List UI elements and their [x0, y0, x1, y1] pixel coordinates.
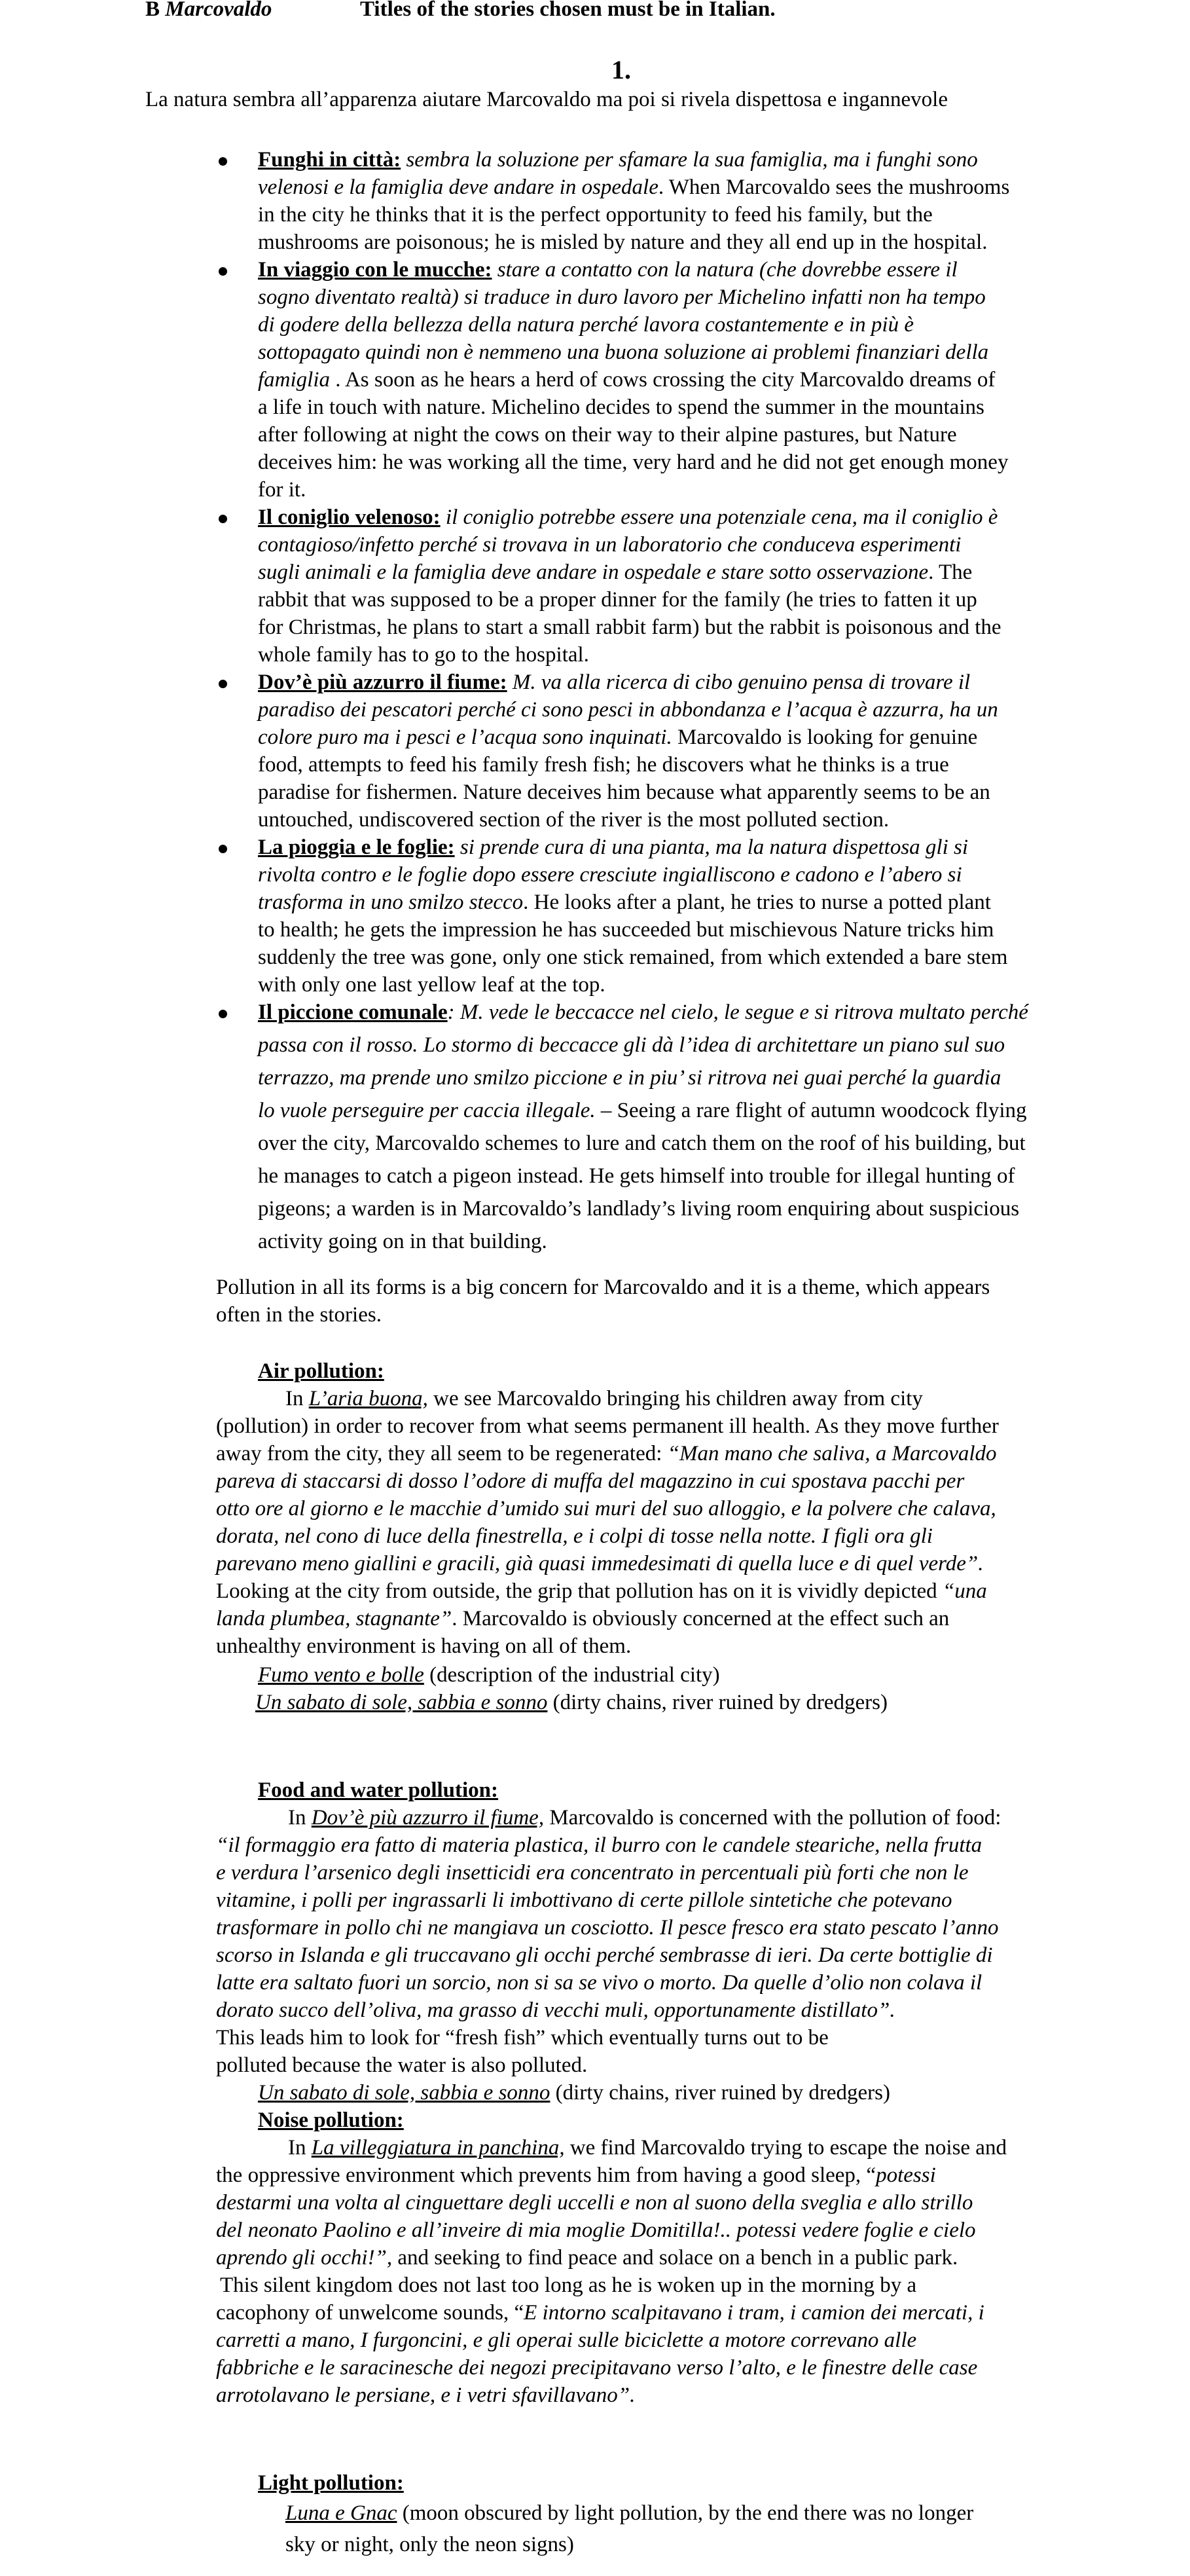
food-line4: vitamine, i polli per ingrassarli li imbottivano di certe pillole sintetiche che potevano — [216, 1888, 952, 1912]
bullet-mucche-line8: deceives him: he was working all the time, very hard and he did not get enough money — [258, 451, 1009, 474]
bullet-piccione-line7: pigeons; a warden is in Marcovaldo’s landlady’s living room enquiring about suspicious — [258, 1197, 1020, 1221]
food-line3: e verdura l’arsenico degli insetticidi era concentrato in percentuali più forti che non le — [216, 1861, 969, 1885]
food-line10: polluted because the water is also polluted. — [216, 2053, 588, 2077]
bullet-pioggia-line4: to health; he gets the impression he has succeeded but mischievous Nature tricks him — [258, 918, 994, 942]
bullet-piccione-line4: lo vuole perseguire per caccia illegale. – Seeing a rare flight of autumn woodcock flying — [258, 1099, 1027, 1122]
pollution-intro-line2: often in the stories. — [216, 1303, 382, 1327]
bullet-dot — [219, 157, 227, 166]
bullet-fiume-line2: paradiso dei pescatori perché ci sono pesci in abbondanza e l’acqua è azzurra, ha un — [258, 698, 998, 722]
bullet-fiume-line1: Dov’è più azzurro il fiume: M. va alla ricerca di cibo genuino pensa di trovare il — [258, 671, 971, 694]
bullet-mucche-line7: after following at night the cows on their way to their alpine pastures, but Nature — [258, 423, 957, 447]
bullet-coniglio-line1: Il coniglio velenoso: il coniglio potrebbe essere una potenziale cena, ma il coniglio è — [258, 506, 998, 529]
noise-line7: cacophony of unwelcome sounds, “E intorno scalpitavano i tram, i camion dei mercati, i — [216, 2301, 984, 2325]
air-line10: unhealthy environment is having on all of them. — [216, 1634, 632, 1658]
noise-pollution-heading: Noise pollution: — [258, 2108, 404, 2132]
food-line6: scorso in Islanda e gli truccavano gli occhi perché sembrasse di ieri. Da certe bottiglie di — [216, 1943, 993, 1967]
light-pollution-heading: Light pollution: — [258, 2471, 404, 2495]
bullet-coniglio-line5: for Christmas, he plans to start a small rabbit farm) but the rabbit is poisonous and the — [258, 616, 1001, 639]
bullet-piccione-line5: over the city, Marcovaldo schemes to lure and catch them on the roof of his building, but — [258, 1132, 1026, 1155]
bullet-funghi-line3: in the city he thinks that it is the perfect opportunity to feed his family, but the — [258, 203, 933, 227]
bullet-dot — [219, 845, 227, 853]
air-ref2: Un sabato di sole, sabbia e sonno (dirty chains, river ruined by dredgers) — [255, 1691, 888, 1714]
header-book-title: Marcovaldo — [165, 0, 272, 21]
pollution-intro-line1: Pollution in all its forms is a big concern for Marcovaldo and it is a theme, which appears — [216, 1276, 990, 1299]
bullet-pioggia-line3: trasforma in uno smilzo stecco. He looks after a plant, he tries to nurse a potted plant — [258, 891, 991, 914]
story-title: Un sabato di sole, sabbia e sonno — [255, 1691, 548, 1714]
food-pollution-heading: Food and water pollution: — [258, 1778, 499, 1802]
noise-line8: carretti a mano, I furgoncini, e gli operai sulle biciclette a motore correvano alle — [216, 2328, 917, 2352]
air-pollution-heading: Air pollution: — [258, 1359, 384, 1383]
bullet-mucche-line6: a life in touch with nature. Michelino decides to spend the summer in the mountains — [258, 396, 984, 419]
food-line7: latte era saltato fuori un sorcio, non si sa se vivo o morto. Da quelle d’olio non colava il — [216, 1971, 983, 1995]
bullet-coniglio-line4: rabbit that was supposed to be a proper dinner for the family (he tries to fatten it up — [258, 588, 977, 612]
air-line9: landa plumbea, stagnante”. Marcovaldo is obviously concerned at the effect such an — [216, 1607, 950, 1630]
bullet-mucche-line2: sogno diventato realtà) si traduce in duro lavoro per Michelino infatti non ha tempo — [258, 285, 986, 309]
bullet-coniglio-line6: whole family has to go to the hospital. — [258, 643, 589, 667]
story-title: Luna e Gnac — [285, 2501, 397, 2525]
light-ref-line1: Luna e Gnac (moon obscured by light pollution, by the end there was no longer — [285, 2501, 974, 2525]
story-title: Un sabato di sole, sabbia e sonno — [258, 2081, 550, 2105]
air-ref1: Fumo vento e bolle (description of the industrial city) — [258, 1663, 720, 1687]
food-line1: In Dov’è più azzurro il fiume, Marcovaldo is concerned with the pollution of food: — [288, 1806, 1001, 1830]
bullet-title: Il piccione comunale — [258, 1001, 448, 1024]
noise-line3: destarmi una volta al cinguettare degli uccelli e non al suono della sveglia e allo strillo — [216, 2191, 973, 2215]
bullet-coniglio-line2: contagioso/infetto perché si trovava in un laboratorio che conduceva esperimenti — [258, 533, 962, 557]
bullet-fiume-line6: untouched, undiscovered section of the river is the most polluted section. — [258, 808, 890, 832]
air-line8: Looking at the city from outside, the grip that pollution has on it is vividly depicted “una — [216, 1579, 987, 1603]
air-line1: In L’aria buona, we see Marcovaldo bringing his children away from city — [285, 1387, 923, 1410]
food-line9: This leads him to look for “fresh fish” which eventually turns out to be — [216, 2026, 829, 2050]
bullet-piccione-line8: activity going on in that building. — [258, 1230, 547, 1253]
bullet-mucche-line1: In viaggio con le mucche: stare a contatto con la natura (che dovrebbe essere il — [258, 258, 958, 282]
light-ref-line2: sky or night, only the neon signs) — [285, 2533, 574, 2556]
bullet-piccione-line3: terrazzo, ma prende uno smilzo piccione e in piu’ si ritrova nei guai perché la guardia — [258, 1066, 1001, 1090]
bullet-piccione-line2: passa con il rosso. Lo stormo di beccacce gli dà l’idea di architettare un piano sul suo — [258, 1033, 1005, 1057]
bullet-dot — [219, 267, 227, 276]
air-line3: away from the city, they all seem to be regenerated: “Man mano che saliva, a Marcovaldo — [216, 1442, 997, 1465]
air-line6: dorata, nel cono di luce della finestrella, e i colpi di tosse nella notte. I figli ora gli — [216, 1524, 933, 1548]
food-line5: trasformare in pollo chi ne mangiava un cosciotto. Il pesce fresco era stato pescato l’anno — [216, 1916, 999, 1940]
header-instruction: Titles of the stories chosen must be in Italian. — [360, 0, 776, 21]
bullet-title: Il coniglio velenoso: — [258, 506, 441, 529]
bullet-dot — [219, 680, 227, 688]
bullet-fiume-line4: food, attempts to feed his family fresh fish; he discovers what he thinks is a true — [258, 753, 949, 777]
bullet-pioggia-line1: La pioggia e le foglie: si prende cura di una pianta, ma la natura dispettosa gli si — [258, 836, 969, 859]
header — [145, 0, 272, 22]
bullet-pioggia-line2: rivolta contro e le foglie dopo essere cresciute ingialliscono e cadono e l’abero si — [258, 863, 962, 887]
bullet-mucche-line4: sottopagato quindi non è nemmeno una buona soluzione ai problemi finanziari della — [258, 340, 989, 364]
noise-line9: fabbriche e le saracinesche dei negozi precipitavano verso l’alto, e le finestre delle case — [216, 2356, 978, 2380]
bullet-coniglio-line3: sugli animali e la famiglia deve andare in ospedale e stare sotto osservazione. The — [258, 561, 973, 584]
bullet-funghi-line2: velenosi e la famiglia deve andare in ospedale. When Marcovaldo sees the mushrooms — [258, 175, 1010, 199]
bullet-pioggia-line6: with only one last yellow leaf at the top. — [258, 973, 605, 997]
bullet-mucche-line5: famiglia . As soon as he hears a herd of cows crossing the city Marcovaldo dreams of — [258, 368, 996, 392]
food-line8: dorato succo dell’oliva, ma grasso di vecchi muli, opportunamente distillato”. — [216, 1998, 895, 2022]
bullet-pioggia-line5: suddenly the tree was gone, only one stick remained, from which extended a bare stem — [258, 946, 1008, 969]
food-line2: “il formaggio era fatto di materia plastica, il burro con le candele steariche, nella frutta — [216, 1833, 983, 1857]
bullet-title: Dov’è più azzurro il fiume: — [258, 671, 507, 694]
air-line4: pareva di staccarsi di dosso l’odore di muffa del magazzino in cui spostava pacchi per — [216, 1469, 965, 1493]
bullet-piccione-line6: he manages to catch a pigeon instead. He gets himself into trouble for illegal hunting of — [258, 1164, 1015, 1188]
bullet-funghi-line4: mushrooms are poisonous; he is misled by nature and they all end up in the hospital. — [258, 230, 988, 254]
noise-line4: del neonato Paolino e all’inveire di mia moglie Domitilla!.. potessi vedere foglie e cielo — [216, 2218, 976, 2242]
bullet-dot — [219, 515, 227, 523]
noise-line5: aprendo gli occhi!”, and seeking to find peace and solace on a bench in a public park. — [216, 2246, 958, 2270]
section-number: 1. — [611, 55, 631, 84]
bullet-title: Funghi in città: — [258, 148, 401, 172]
section-theme: La natura sembra all’apparenza aiutare Marcovaldo ma poi si rivela dispettosa e ingannevole — [145, 88, 948, 111]
noise-line1: In La villeggiatura in panchina, we find Marcovaldo trying to escape the noise and — [288, 2136, 1007, 2160]
air-line5: otto ore al giorno e le macchie d’umido sui muri del suo alloggio, e la polvere che calava, — [216, 1497, 996, 1520]
air-line2: (pollution) in order to recover from what seems permanent ill health. As they move further — [216, 1414, 999, 1438]
bullet-dot — [219, 1010, 227, 1018]
bullet-title: In viaggio con le mucche: — [258, 258, 492, 282]
bullet-fiume-line3: colore puro ma i pesci e l’acqua sono inquinati. Marcovaldo is looking for genuine — [258, 726, 978, 749]
bullet-title: La pioggia e le foglie: — [258, 836, 455, 859]
air-line7: parevano meno giallini e gracili, già quasi immedesimati di quella luce e di quel verde”. — [216, 1552, 984, 1575]
noise-line10: arrotolavano le persiane, e i vetri sfavillavano”. — [216, 2383, 636, 2407]
bullet-mucche-line9: for it. — [258, 478, 306, 502]
bullet-fiume-line5: paradise for fishermen. Nature deceives him because what apparently seems to be an — [258, 781, 990, 804]
bullet-piccione-line1: Il piccione comunale: M. vede le beccacce nel cielo, le segue e si ritrova multato perché — [258, 1001, 1028, 1024]
noise-line6: This silent kingdom does not last too long as he is woken up in the morning by a — [220, 2273, 917, 2297]
story-title: Fumo vento e bolle — [258, 1663, 424, 1687]
header-prefix: B — [145, 0, 160, 21]
bullet-funghi-line1: Funghi in città: sembra la soluzione per sfamare la sua famiglia, ma i funghi sono — [258, 148, 978, 172]
bullet-mucche-line3: di godere della bellezza della natura perché lavora costantemente e in più è — [258, 313, 914, 337]
food-ref: Un sabato di sole, sabbia e sonno (dirty chains, river ruined by dredgers) — [258, 2081, 890, 2105]
noise-line2: the oppressive environment which prevents him from having a good sleep, “potessi — [216, 2163, 936, 2187]
